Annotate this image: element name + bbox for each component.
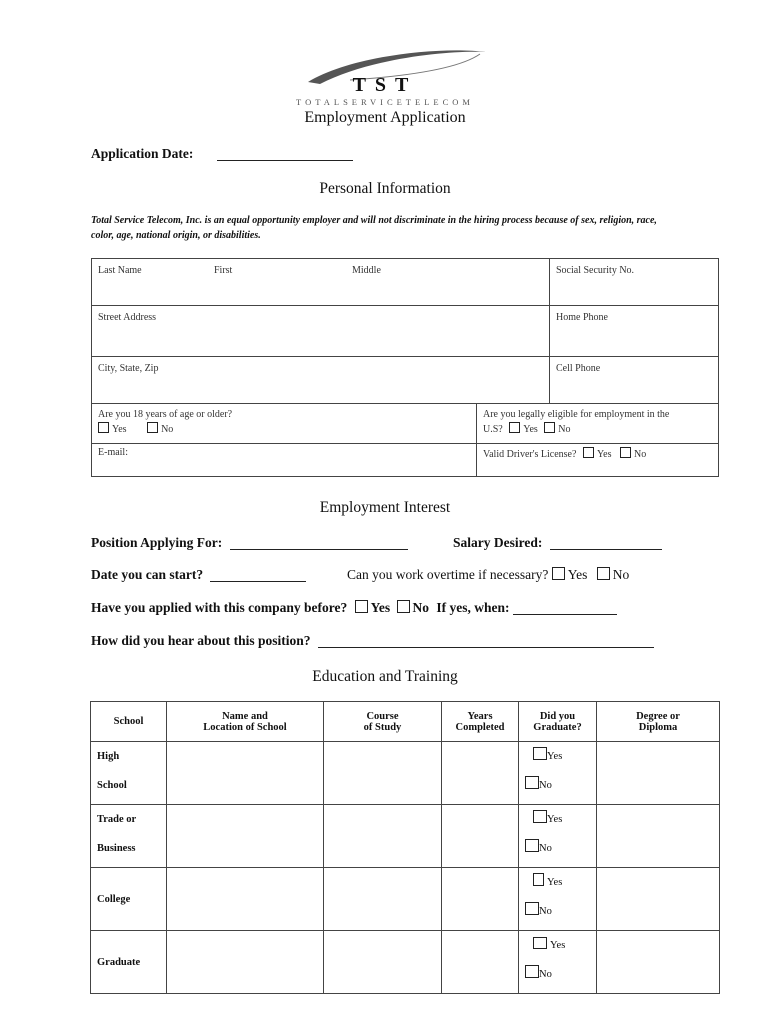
graduate-no-checkbox[interactable]: [525, 839, 539, 852]
eligibility-question-cont: U.S?: [483, 424, 503, 435]
overtime-yes-checkbox[interactable]: [552, 567, 565, 580]
license-no-checkbox[interactable]: [620, 447, 631, 458]
col-years: Years Completed: [442, 702, 519, 742]
graduate-yes-label: Yes: [547, 814, 563, 825]
eligible-yes-label: Yes: [523, 424, 538, 435]
age-yes-checkbox[interactable]: [98, 422, 109, 433]
col-school: School: [91, 702, 167, 742]
years-cell[interactable]: [442, 742, 519, 805]
graduate-yes-checkbox[interactable]: [533, 937, 547, 949]
graduate-no-label: No: [539, 780, 552, 791]
graduate-no-checkbox[interactable]: [525, 776, 539, 789]
applied-yes-checkbox[interactable]: [355, 600, 368, 613]
graduate-no-label: No: [539, 906, 552, 917]
referral-row: [91, 633, 654, 649]
col-school-name: Name and Location of School: [167, 702, 324, 742]
eligibility-question: Are you legally eligible for employment in the: [483, 409, 670, 420]
table-row: [91, 742, 720, 805]
salary-row: [453, 535, 662, 551]
if-yes-label: If yes, when:: [436, 600, 510, 615]
applied-yes-label: Yes: [370, 600, 391, 615]
overtime-no-label: No: [612, 567, 630, 582]
employment-interest-heading: Employment Interest: [319, 499, 451, 516]
personal-info-table: [91, 258, 719, 477]
years-cell[interactable]: [442, 931, 519, 994]
license-question: Valid Driver's License?: [483, 449, 577, 460]
degree-cell[interactable]: [597, 742, 720, 805]
age-question: Are you 18 years of age or older?: [98, 409, 233, 420]
applied-no-checkbox[interactable]: [397, 600, 410, 613]
overtime-no-checkbox[interactable]: [597, 567, 610, 580]
years-cell[interactable]: [442, 805, 519, 868]
license-yes-label: Yes: [596, 449, 612, 460]
table-row: [91, 868, 720, 931]
position-row: [91, 535, 408, 551]
degree-cell[interactable]: [597, 931, 720, 994]
ssn-label: Social Security No.: [556, 265, 635, 276]
school-name-cell[interactable]: [167, 868, 324, 931]
start-date-row: [91, 567, 306, 583]
eeo-statement: Total Service Telecom, Inc. is an equal opportunity employer and will not discriminate in the hiring process because of sex, religion, race, color, age, national origin, or disabilities.: [91, 215, 657, 241]
col-degree: Degree or Diploma: [597, 702, 720, 742]
logo-letters: TST: [352, 74, 418, 96]
overtime-question: Can you work overtime if necessary?: [347, 567, 549, 582]
graduate-yes-label: Yes: [547, 751, 563, 762]
school-type-label-cont: Business: [97, 843, 136, 854]
start-date-label: Date you can start?: [91, 567, 204, 582]
degree-cell[interactable]: [597, 805, 720, 868]
graduate-no-label: No: [539, 843, 552, 854]
email-label: E-mail:: [98, 447, 128, 458]
age-no-label: No: [161, 424, 174, 435]
school-type-label-cont: School: [97, 780, 127, 791]
col-graduate: Did you Graduate?: [519, 702, 597, 742]
graduate-no-label: No: [539, 969, 552, 980]
table-row: [91, 805, 720, 868]
graduate-yes-label: Yes: [547, 877, 563, 888]
eligible-no-checkbox[interactable]: [544, 422, 555, 433]
position-field[interactable]: [230, 535, 408, 550]
graduate-yes-checkbox[interactable]: [533, 810, 547, 823]
graduate-no-checkbox[interactable]: [525, 902, 539, 915]
middle-name-label: Middle: [352, 265, 381, 276]
table-row: [91, 931, 720, 994]
course-cell[interactable]: [324, 931, 442, 994]
city-state-zip-label: City, State, Zip: [98, 363, 159, 374]
applied-before-question: Have you applied with this company before?: [91, 600, 348, 615]
degree-cell[interactable]: [597, 868, 720, 931]
home-phone-label: Home Phone: [556, 312, 608, 323]
last-name-label: Last Name: [98, 265, 142, 276]
license-no-label: No: [634, 449, 647, 460]
graduate-no-checkbox[interactable]: [525, 965, 539, 978]
education-table: [90, 701, 720, 994]
age-no-checkbox[interactable]: [147, 422, 158, 433]
school-name-cell[interactable]: [167, 742, 324, 805]
school-type-label: College: [97, 893, 131, 905]
graduate-yes-checkbox[interactable]: [533, 873, 544, 886]
application-date-field[interactable]: [217, 146, 353, 161]
graduate-yes-label: Yes: [550, 940, 566, 951]
logo-wordmark: TOTALSERVICETELECOM: [296, 97, 474, 107]
school-name-cell[interactable]: [167, 805, 324, 868]
start-date-field[interactable]: [210, 567, 306, 582]
school-type-label: Trade or: [97, 814, 137, 825]
application-date-label: Application Date:: [91, 146, 194, 161]
col-course: Course of Study: [324, 702, 442, 742]
course-cell[interactable]: [324, 868, 442, 931]
salary-field[interactable]: [550, 535, 662, 550]
eligible-no-label: No: [558, 424, 571, 435]
referral-field[interactable]: [318, 633, 654, 648]
salary-label: Salary Desired:: [453, 535, 543, 550]
position-label: Position Applying For:: [91, 535, 223, 550]
education-heading: Education and Training: [312, 668, 458, 685]
course-cell[interactable]: [324, 742, 442, 805]
license-yes-checkbox[interactable]: [583, 447, 594, 458]
overtime-row: [347, 567, 629, 583]
street-address-label: Street Address: [98, 312, 157, 323]
graduate-yes-checkbox[interactable]: [533, 747, 547, 760]
personal-info-heading: Personal Information: [319, 180, 451, 197]
referral-question: How did you hear about this position?: [91, 633, 311, 648]
age-yes-label: Yes: [112, 424, 127, 435]
application-date-row: [91, 146, 353, 162]
course-cell[interactable]: [324, 805, 442, 868]
school-type-label: Graduate: [97, 956, 141, 968]
school-type-label: High: [97, 751, 120, 762]
cell-phone-label: Cell Phone: [556, 363, 601, 374]
years-cell[interactable]: [442, 868, 519, 931]
school-name-cell[interactable]: [167, 931, 324, 994]
first-name-label: First: [214, 265, 233, 276]
page-title: Employment Application: [304, 109, 466, 126]
applied-before-row: [91, 600, 617, 616]
applied-no-label: No: [412, 600, 430, 615]
eligible-yes-checkbox[interactable]: [509, 422, 520, 433]
if-yes-field[interactable]: [513, 600, 617, 615]
overtime-yes-label: Yes: [567, 567, 588, 582]
